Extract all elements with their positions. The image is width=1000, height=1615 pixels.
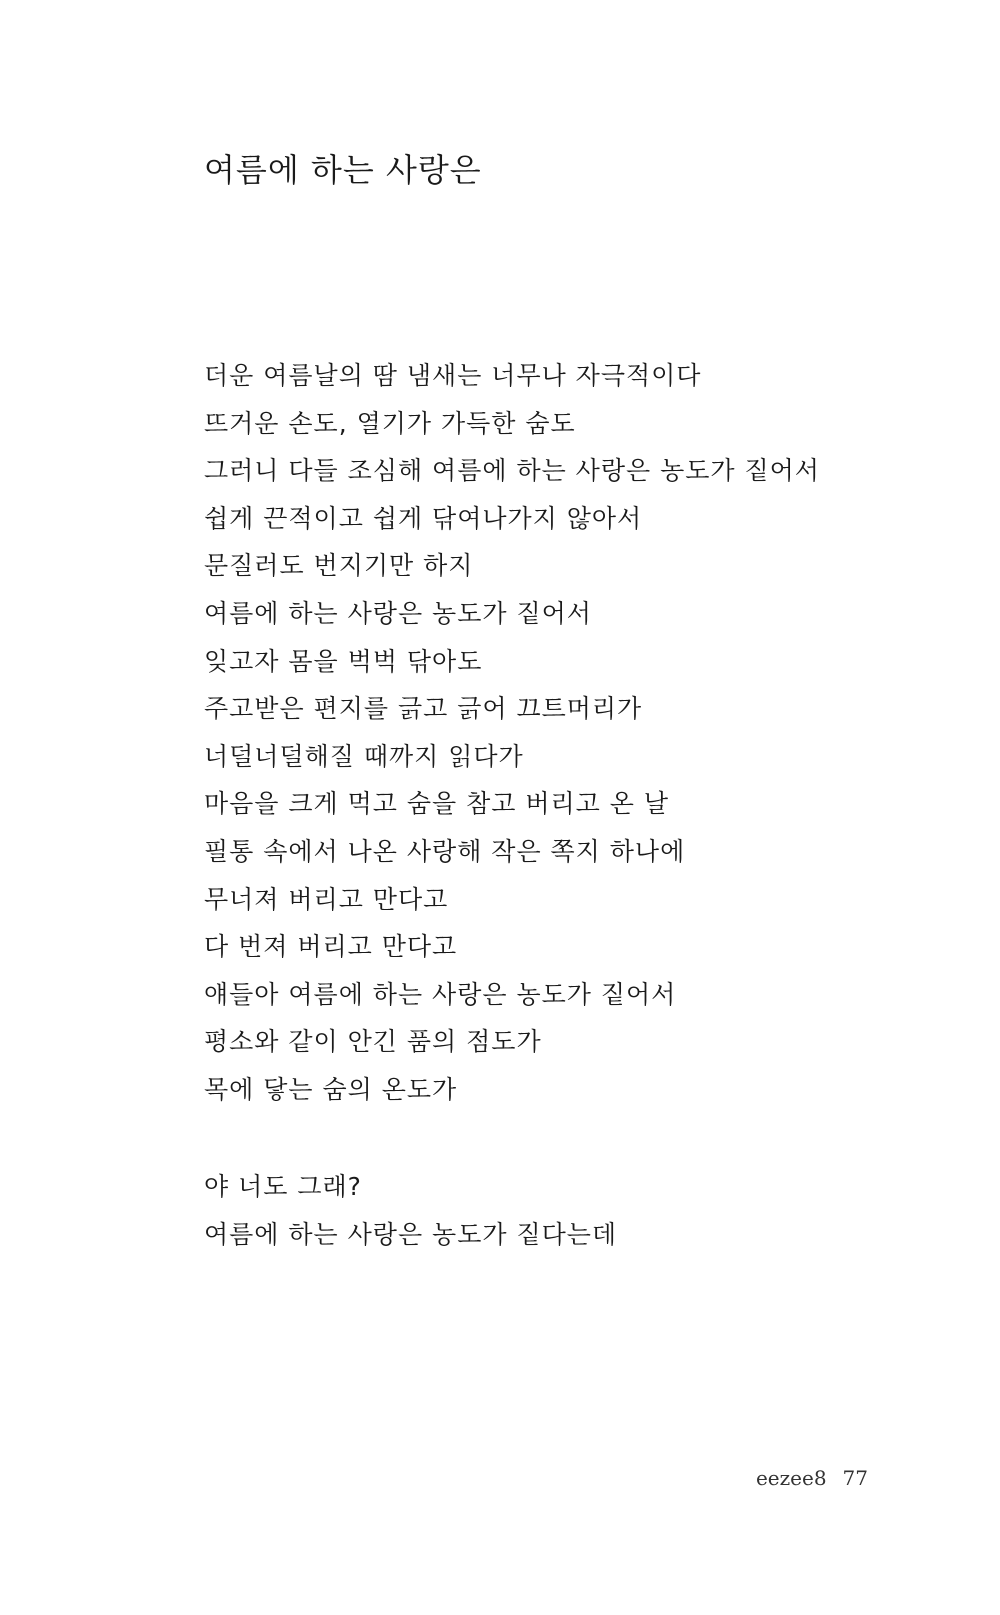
poem-line: 더운 여름날의 땀 냄새는 너무나 자극적이다 bbox=[204, 361, 702, 390]
stanza-1 bbox=[204, 352, 820, 1114]
poem-line: 너덜너덜해질 때까지 읽다가 bbox=[204, 741, 524, 771]
poem-title: 여름에 하는 사랑은 bbox=[204, 151, 482, 189]
poem-line: 주고받은 편지를 긁고 긁어 끄트머리가 bbox=[204, 694, 643, 724]
poem-line: 여름에 하는 사랑은 농도가 짙다는데 bbox=[204, 1219, 618, 1249]
poem-line: 목에 닿는 숨의 온도가 bbox=[204, 1074, 458, 1104]
poem-line: 뜨거운 손도, 열기가 가득한 숨도 bbox=[204, 408, 576, 438]
poem-line: 마음을 크게 먹고 숨을 참고 버리고 온 날 bbox=[204, 789, 670, 819]
poem-line: 잊고자 몸을 벅벅 닦아도 bbox=[204, 646, 483, 676]
poem-line: 다 번져 버리고 만다고 bbox=[204, 932, 458, 962]
poem-line: 쉽게 끈적이고 쉽게 닦여나가지 않아서 bbox=[204, 503, 643, 533]
poem-line: 무너져 버리고 만다고 bbox=[204, 884, 449, 914]
poem-line: 평소와 같이 안긴 품의 점도가 bbox=[204, 1027, 542, 1057]
stanza-2 bbox=[204, 1163, 617, 1258]
footer-author: eezee8 bbox=[755, 1466, 827, 1490]
poem-line: 여름에 하는 사랑은 농도가 짙어서 bbox=[204, 598, 592, 628]
poem-line: 야 너도 그래? bbox=[204, 1172, 362, 1201]
poem-line: 얘들아 여름에 하는 사랑은 농도가 짙어서 bbox=[204, 979, 677, 1009]
page-number: 77 bbox=[842, 1466, 868, 1490]
poem-line: 그러니 다들 조심해 여름에 하는 사랑은 농도가 짙어서 bbox=[204, 456, 820, 486]
page-footer bbox=[756, 1466, 868, 1490]
poem-line: 필통 속에서 나온 사랑해 작은 쪽지 하나에 bbox=[204, 836, 686, 866]
poem-line: 문질러도 번지기만 하지 bbox=[204, 551, 474, 581]
